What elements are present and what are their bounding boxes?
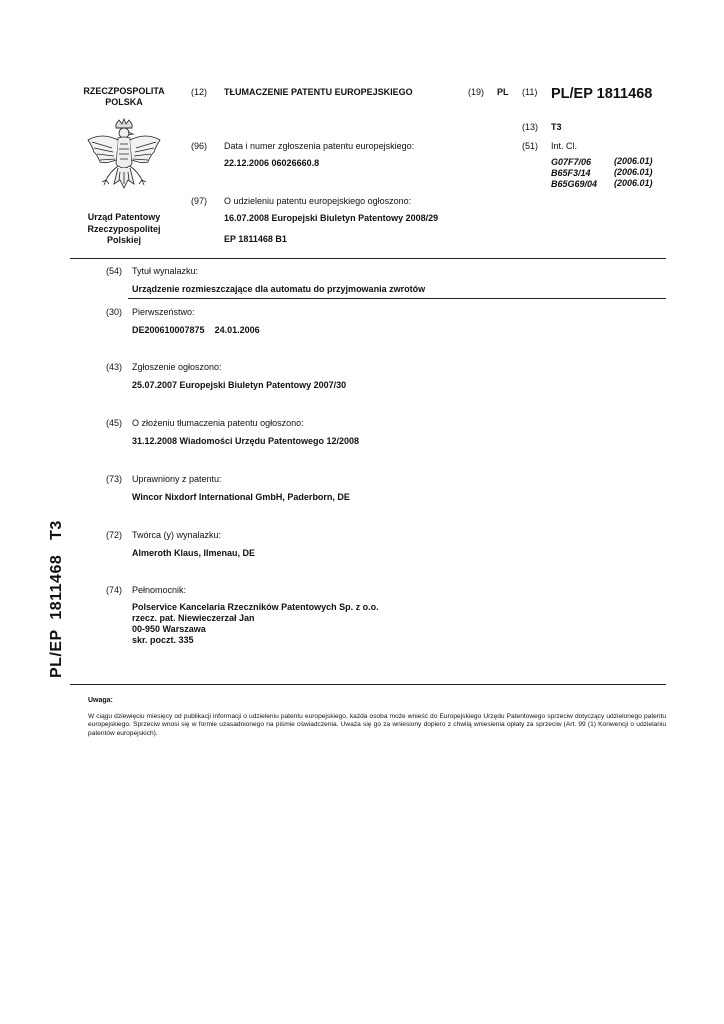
office-line-1: Urząd Patentowy bbox=[87, 212, 161, 222]
attorney-line-1: Polservice Kancelaria Rzeczników Patentowych Sp. z o.o. bbox=[132, 602, 379, 612]
field-label: Uprawniony z patentu: bbox=[132, 474, 222, 484]
patent-number: PL/EP 1811468 bbox=[551, 86, 653, 102]
inventor-value: Almeroth Klaus, Ilmenau, DE bbox=[132, 548, 256, 558]
attorney-line-2: rzecz. pat. Niewieczerzał Jan bbox=[132, 613, 255, 623]
priority-value: DE200610007875 24.01.2006 bbox=[132, 325, 260, 335]
code-97: (97) bbox=[191, 196, 208, 206]
code-51: (51) bbox=[522, 141, 539, 151]
field-label: Twórca (y) wynalazku: bbox=[132, 530, 222, 540]
country-line-2: POLSKA bbox=[105, 97, 143, 107]
application-published-value: 25.07.2007 Europejski Biuletyn Patentowy 2007/30 bbox=[132, 380, 347, 390]
code-12: (12) bbox=[191, 87, 208, 97]
code-11: (11) bbox=[522, 87, 538, 97]
grant-value: 16.07.2008 Europejski Biuletyn Patentowy 2008/29 bbox=[224, 213, 439, 223]
attorney-line-3: 00-950 Warszawa bbox=[132, 624, 206, 634]
document-type: TŁUMACZENIE PATENTU EUROPEJSKIEGO bbox=[224, 87, 413, 97]
ipc-class-2: B65F3/14 bbox=[551, 168, 591, 178]
filing-value: 22.12.2006 06026660.8 bbox=[224, 158, 320, 168]
field-code: (30) bbox=[106, 307, 123, 317]
footer-divider bbox=[70, 684, 666, 685]
kind-code: T3 bbox=[551, 122, 562, 132]
country-code: PL bbox=[497, 87, 509, 97]
country-line-1: RZECZPOSPOLITA bbox=[83, 86, 165, 96]
office-line-3: Polskiej bbox=[106, 235, 142, 245]
polish-eagle-emblem-icon bbox=[82, 118, 166, 202]
side-patent-label: PL/EP 1811468 T3 bbox=[48, 520, 65, 678]
field-code: (45) bbox=[106, 418, 123, 428]
field-code: (43) bbox=[106, 362, 123, 372]
ipc-version-1: (2006.01) bbox=[614, 156, 653, 166]
proprietor-value: Wincor Nixdorf International GmbH, Paderborn, DE bbox=[132, 492, 350, 502]
field-code: (73) bbox=[106, 474, 123, 484]
country-name bbox=[70, 86, 178, 108]
office-name bbox=[62, 212, 186, 247]
intcl-label: Int. Cl. bbox=[551, 141, 578, 151]
grant-label: O udzieleniu patentu europejskiego ogłoszono: bbox=[224, 196, 412, 206]
code-96: (96) bbox=[191, 141, 208, 151]
field-label: Zgłoszenie ogłoszono: bbox=[132, 362, 222, 372]
field-label: Pełnomocnik: bbox=[132, 585, 187, 595]
field-label: Tytuł wynalazku: bbox=[132, 266, 199, 276]
title-divider bbox=[128, 298, 666, 299]
code-13: (13) bbox=[522, 122, 539, 132]
code-19: (19) bbox=[468, 87, 485, 97]
note-title: Uwaga: bbox=[88, 697, 113, 704]
ipc-version-3: (2006.01) bbox=[614, 178, 653, 188]
ipc-class-1: G07F7/06 bbox=[551, 157, 592, 167]
office-line-2: Rzeczypospolitej bbox=[87, 223, 161, 234]
field-code: (74) bbox=[106, 585, 123, 595]
invention-title: Urządzenie rozmieszczające dla automatu do przyjmowania zwrotów bbox=[132, 284, 426, 294]
attorney-line-4: skr. poczt. 335 bbox=[132, 635, 194, 645]
field-code: (54) bbox=[106, 266, 123, 276]
field-code: (72) bbox=[106, 530, 123, 540]
header-divider bbox=[70, 258, 666, 259]
ipc-version-2: (2006.01) bbox=[614, 167, 653, 177]
translation-published-value: 31.12.2008 Wiadomości Urzędu Patentowego 12/2008 bbox=[132, 436, 360, 446]
filing-label: Data i numer zgłoszenia patentu europejskiego: bbox=[224, 141, 415, 151]
ipc-class-3: B65G69/04 bbox=[551, 179, 598, 189]
ep-number: EP 1811468 B1 bbox=[224, 234, 287, 244]
field-label: O złożeniu tłumaczenia patentu ogłoszono: bbox=[132, 418, 304, 428]
note-text: W ciągu dziewięciu miesięcy od publikacji informacji o udzieleniu patentu europejskiego, każda osoba może wnieść do Europejskiego Urzędu Patentowego sprzeciw dotyczący udzielonego patentu europejskiego. Sprzeciw wnosi się w formie uzasadnionego na piśmie oświadczenia. Uważa się go za wniesiony dopiero z chwilą wniesienia opłaty za sprzeciw (Art. 99 (1) Konwencji o udzielaniu patentów europejskich). bbox=[88, 713, 666, 737]
field-label: Pierwszeństwo: bbox=[132, 307, 195, 317]
